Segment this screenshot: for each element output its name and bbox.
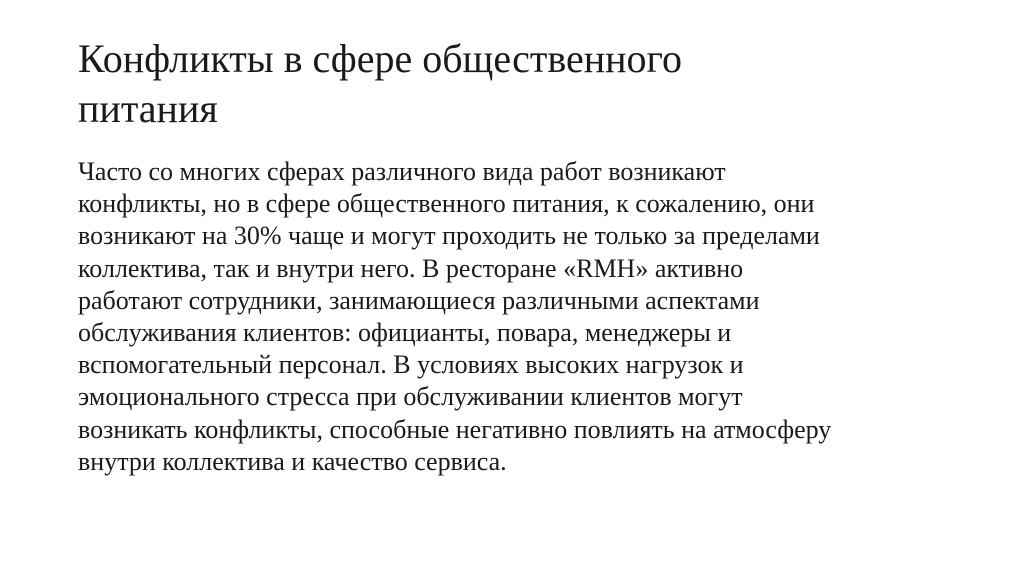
body-line: возникать конфликты, способные негативно повлиять на атмосферу [78,414,832,444]
body-line: эмоционального стресса при обслуживании клиентов могут [78,382,743,412]
slide-body-text [78,156,958,478]
body-line: возникают на 30% чаще и могут проходить не только за пределами [78,221,820,251]
title-line: Конфликты в сфере общественного [78,36,682,81]
body-line: работают сотрудники, занимающиеся различными аспектами [78,285,760,315]
body-line: коллектива, так и внутри него. В ресторане «RMH» активно [78,253,744,283]
slide-title [78,34,958,134]
body-line: внутри коллектива и качество сервиса. [78,446,507,476]
title-line: питания [78,86,218,131]
body-line: Часто со многих сферах различного вида работ возникают [78,157,726,186]
body-line: вспомогательный персонал. В условиях высоких нагрузок и [78,350,744,380]
body-line: конфликты, но в сфере общественного питания, к сожалению, они [78,189,815,219]
body-line: обслуживания клиентов: официанты, повара, менеджеры и [78,318,732,348]
